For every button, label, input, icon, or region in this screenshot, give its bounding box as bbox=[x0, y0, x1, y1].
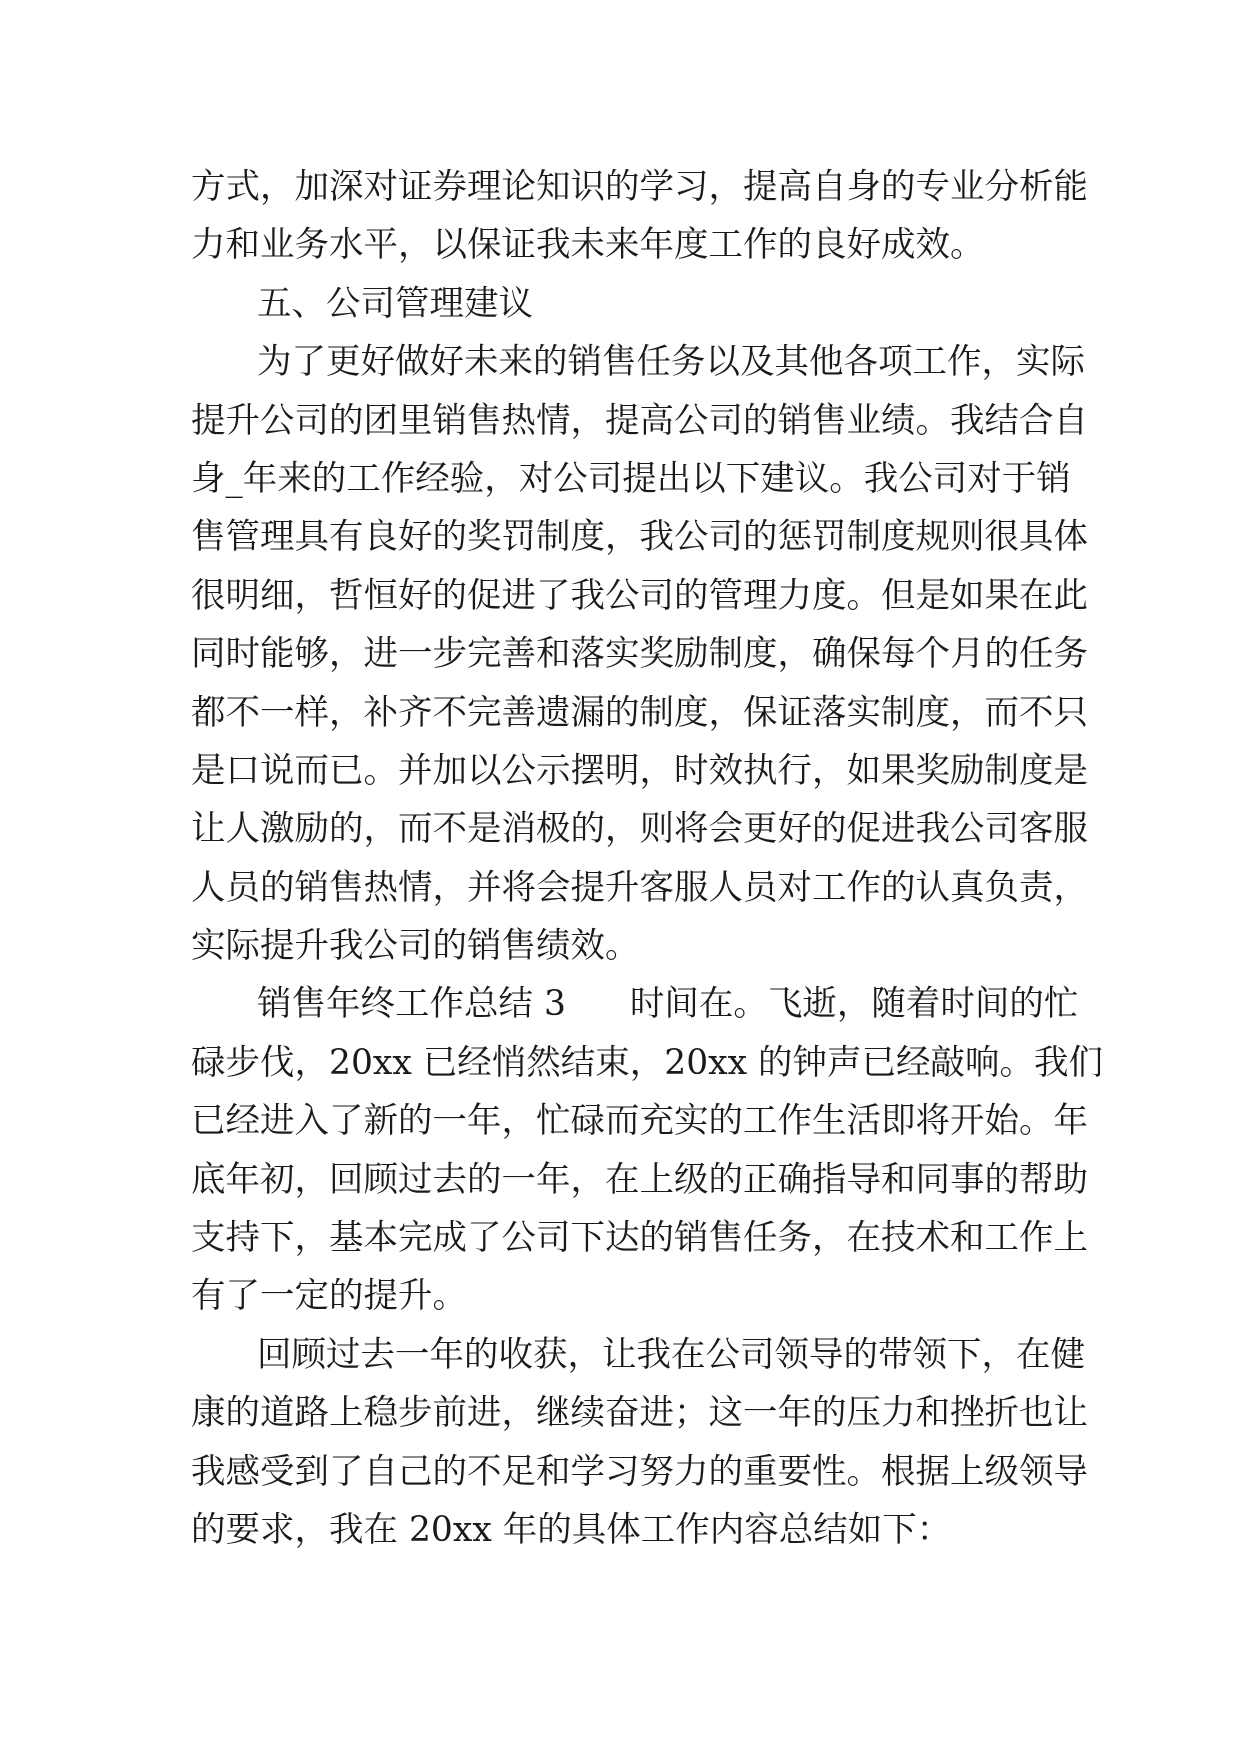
section-heading: 五、公司管理建议 bbox=[257, 283, 533, 324]
text-line: 人员的销售热情，并将会提升客服人员对工作的认真负责， bbox=[191, 867, 1088, 908]
text-line: 我感受到了自己的不足和学习努力的重要性。根据上级领导 bbox=[191, 1451, 1088, 1492]
text-line: 提升公司的团里销售热情，提高公司的销售业绩。我结合自 bbox=[191, 400, 1088, 441]
text-line: 底年初，回顾过去的一年，在上级的正确指导和同事的帮助 bbox=[191, 1159, 1088, 1200]
text-line: 有了一定的提升。 bbox=[191, 1276, 467, 1317]
text-line: 方式，加深对证券理论知识的学习，提高自身的专业分析能 bbox=[191, 167, 1088, 207]
text-line: 支持下，基本完成了公司下达的销售任务，在技术和工作上 bbox=[191, 1218, 1088, 1259]
text-line: 都不一样，补齐不完善遗漏的制度，保证落实制度，而不只 bbox=[191, 692, 1088, 733]
text-line: 为了更好做好未来的销售任务以及其他各项工作，实际 bbox=[257, 342, 1085, 383]
text-line: 实际提升我公司的销售绩效。 bbox=[191, 926, 640, 967]
text-line bbox=[191, 975, 1079, 1033]
text-line: 康的道路上稳步前进，继续奋进；这一年的压力和挫折也让 bbox=[191, 1393, 1088, 1434]
text-line: 的要求，我在 20xx 年的具体工作内容总结如下： bbox=[191, 1509, 952, 1550]
text-line: 很明细，哲恒好的促进了我公司的管理力度。但是如果在此 bbox=[191, 575, 1088, 616]
text-line: 身_年来的工作经验，对公司提出以下建议。我公司对于销 bbox=[191, 458, 1071, 499]
text-line: 让人激励的，而不是消极的，则将会更好的促进我公司客服 bbox=[191, 809, 1088, 850]
text-line: 回顾过去一年的收获，让我在公司领导的带领下，在健 bbox=[257, 1334, 1085, 1375]
text-line: 已经进入了新的一年，忙碌而充实的工作生活即将开始。年 bbox=[191, 1101, 1088, 1142]
text-line: 售管理具有良好的奖罚制度，我公司的惩罚制度规则很具体 bbox=[191, 517, 1088, 558]
text-line: 碌步伐，20xx 已经悄然结束，20xx 的钟声已经敲响。我们 bbox=[191, 1042, 1104, 1083]
text-line: 同时能够，进一步完善和落实奖励制度，确保每个月的任务 bbox=[191, 634, 1088, 675]
summary-title: 销售年终工作总结 3 bbox=[257, 984, 566, 1025]
text-span: 时间在。飞逝，随着时间的忙 bbox=[629, 984, 1079, 1025]
document-body bbox=[191, 158, 1104, 1559]
text-line: 力和业务水平，以保证我未来年度工作的良好成效。 bbox=[191, 225, 985, 266]
text-line: 是口说而已。并加以公示摆明，时效执行，如果奖励制度是 bbox=[191, 750, 1088, 791]
